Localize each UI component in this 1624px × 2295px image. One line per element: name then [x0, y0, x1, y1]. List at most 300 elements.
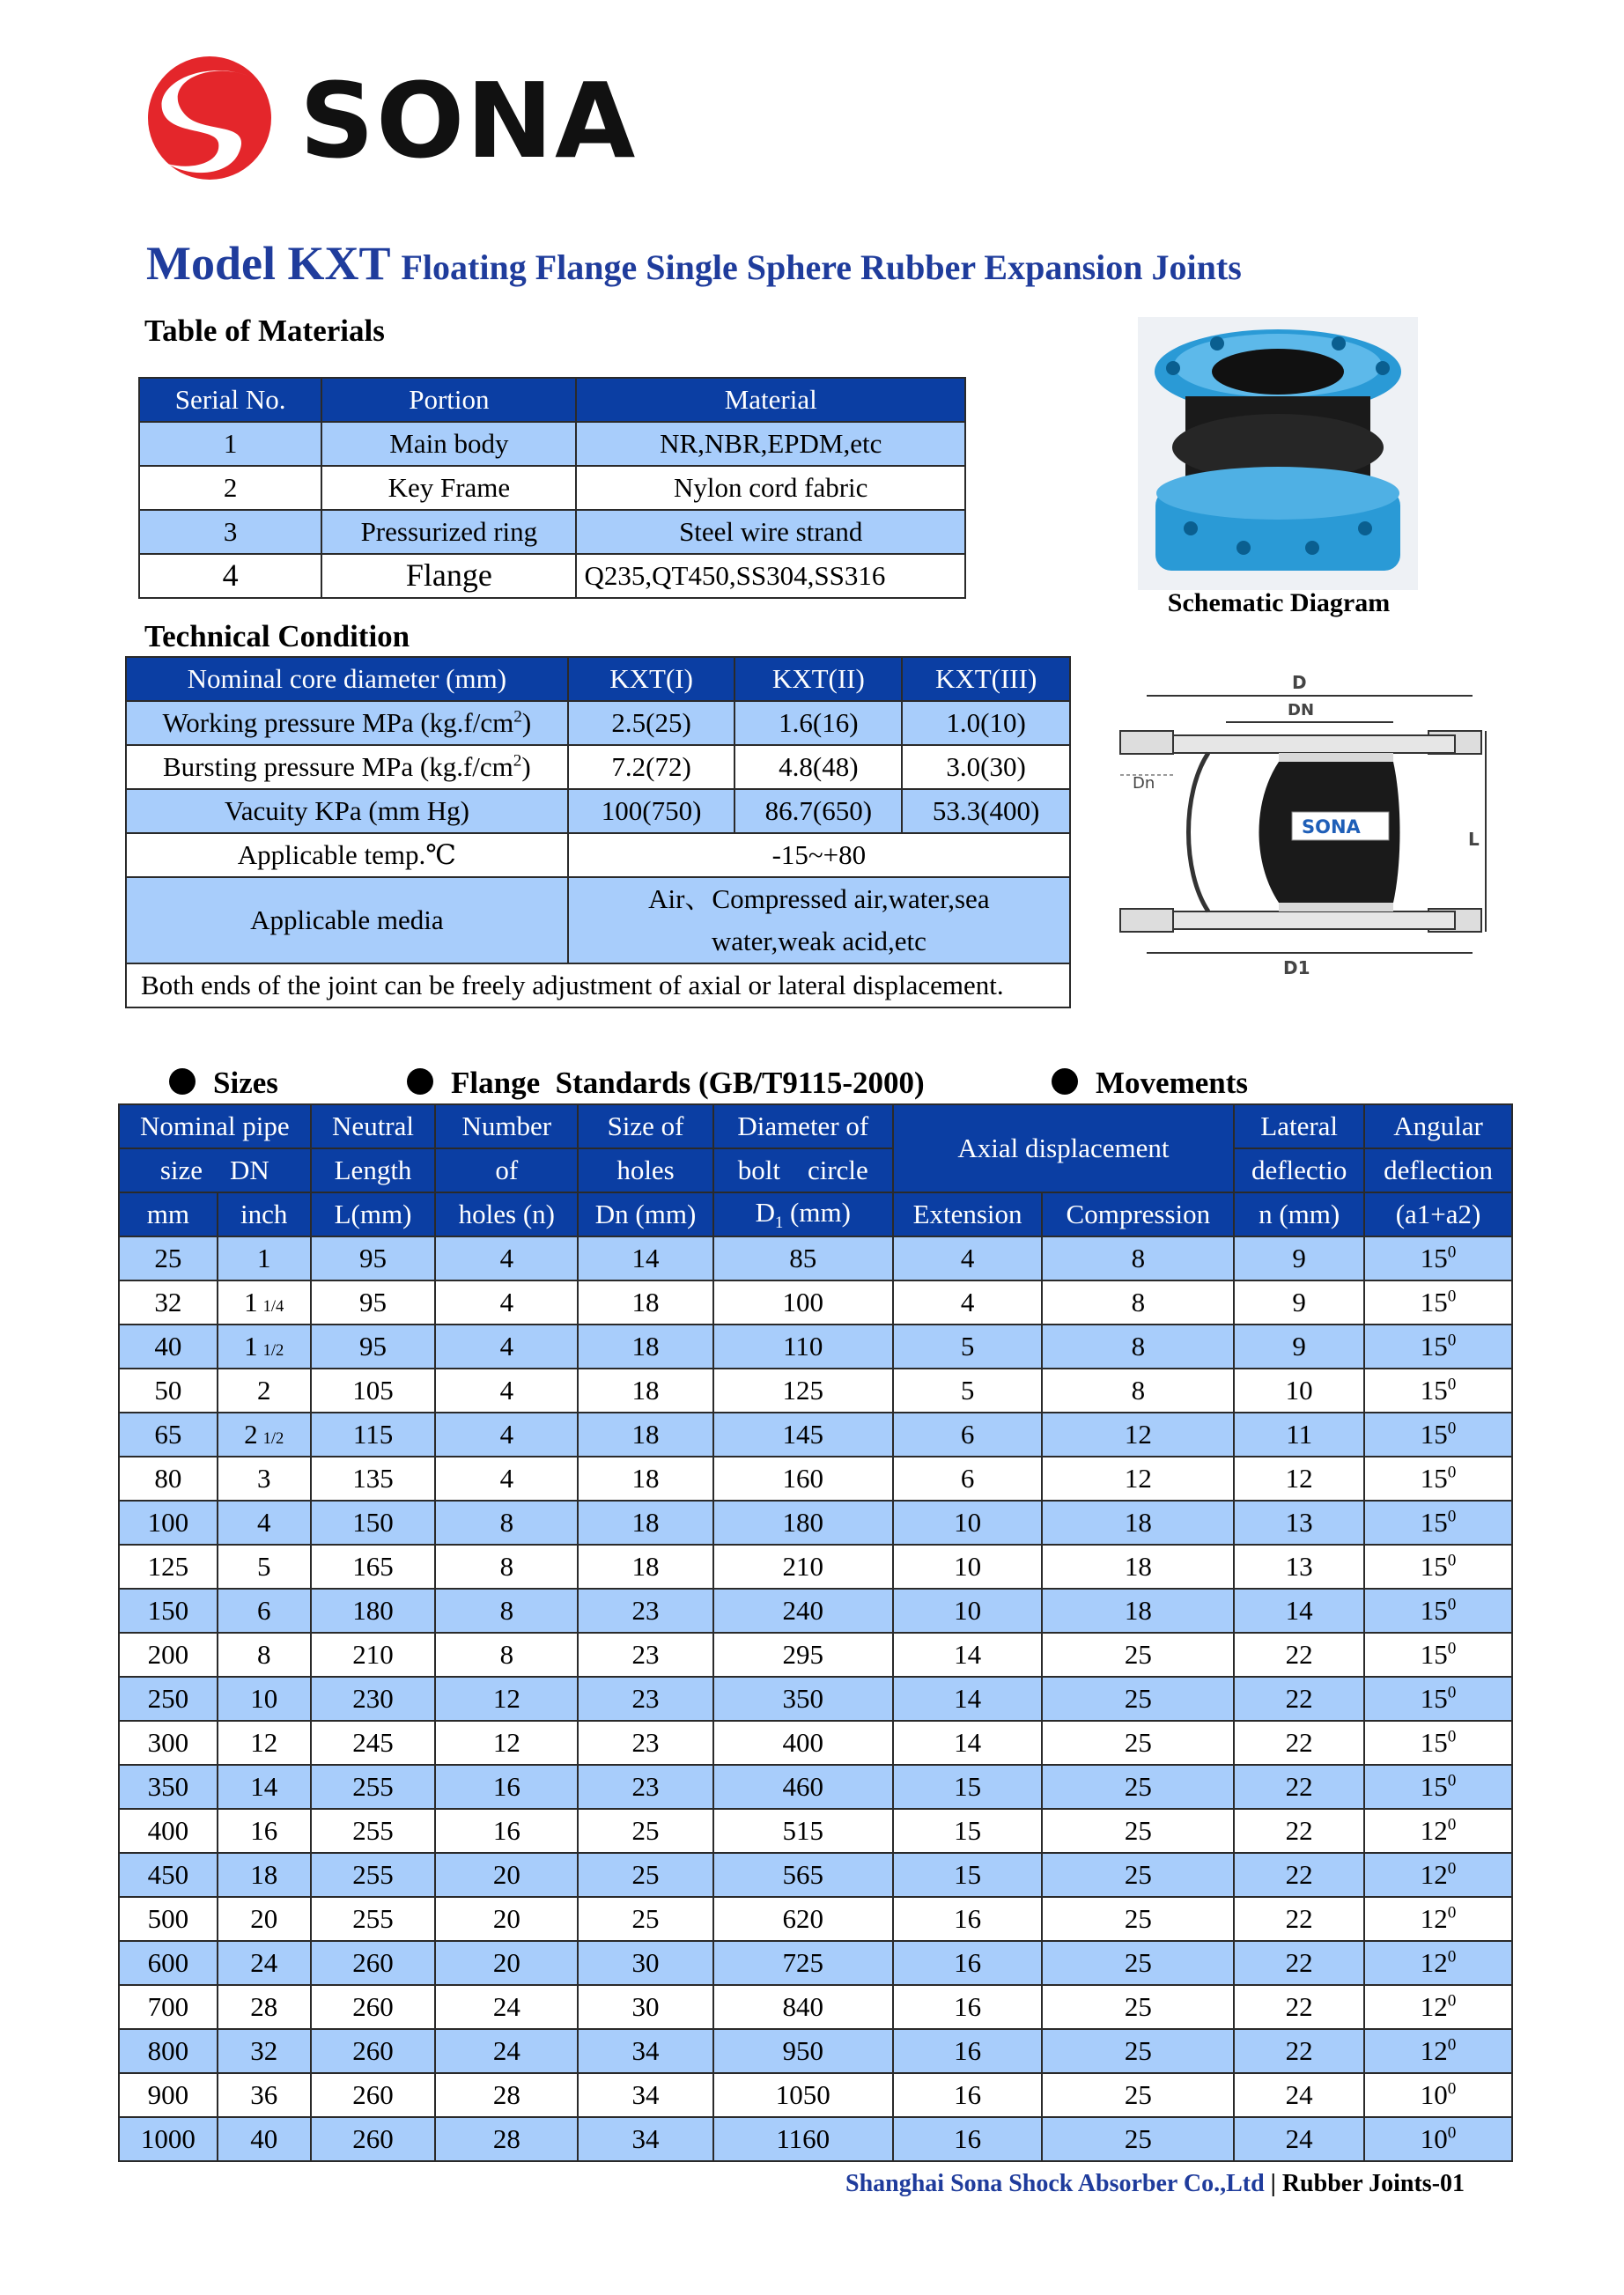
- table-cell: 10: [218, 1677, 311, 1721]
- table-cell: 1 1/2: [218, 1325, 311, 1369]
- table-row: [119, 1369, 1512, 1413]
- table-header-row: [126, 657, 1070, 701]
- table-cell: 16: [893, 2073, 1043, 2117]
- table-cell: 100: [119, 1501, 218, 1545]
- technical-note: Both ends of the joint can be freely adjustment of axial or lateral displacement.: [126, 963, 1070, 1007]
- header-cell: KXT(I): [568, 657, 735, 701]
- header-cell: mm: [119, 1192, 218, 1236]
- table-cell: 18: [578, 1369, 713, 1413]
- table-cell: 165: [311, 1545, 436, 1589]
- table-cell: 9: [1234, 1236, 1364, 1280]
- row-label: Working pressure MPa $(kg.f/cm^2)$: [126, 701, 568, 745]
- table-header-row: [139, 378, 965, 422]
- section-label-movements: Movements: [1052, 1066, 1248, 1101]
- table-cell: 34: [578, 2029, 713, 2073]
- materials-table: [138, 377, 966, 599]
- table-cell: 210: [311, 1633, 436, 1677]
- table-cell: 950: [713, 2029, 893, 2073]
- table-cell: 30: [578, 1941, 713, 1985]
- table-row: [119, 2117, 1512, 2161]
- table-cell: Main body: [321, 422, 576, 466]
- table-cell: 5: [218, 1545, 311, 1589]
- table-cell: 16: [893, 2029, 1043, 2073]
- table-cell: $15^0$: [1364, 1369, 1512, 1413]
- header-cell: deflectio: [1234, 1148, 1364, 1192]
- table-cell: $12^0$: [1364, 1853, 1512, 1897]
- table-cell: 15: [893, 1809, 1043, 1853]
- table-cell: 20: [435, 1941, 578, 1985]
- table-cell: 20: [218, 1897, 311, 1941]
- table-cell: 14: [893, 1677, 1043, 1721]
- table-row: [139, 422, 965, 466]
- table-cell: Pressurized ring: [321, 510, 576, 554]
- table-cell: 600: [119, 1941, 218, 1985]
- table-cell: 1.0(10): [902, 701, 1070, 745]
- table-row: [126, 963, 1070, 1007]
- table-cell: 295: [713, 1633, 893, 1677]
- table-cell: $15^0$: [1364, 1457, 1512, 1501]
- table-cell: 250: [119, 1677, 218, 1721]
- table-cell: 8: [1042, 1325, 1234, 1369]
- table-cell: 25: [578, 1809, 713, 1853]
- table-cell: 16: [893, 2117, 1043, 2161]
- label-d1: D1: [1283, 957, 1310, 978]
- table-cell: 22: [1234, 1985, 1364, 2029]
- table-cell: 230: [311, 1677, 436, 1721]
- table-cell: 85: [713, 1236, 893, 1280]
- table-cell: 34: [578, 2073, 713, 2117]
- table-row: [119, 1809, 1512, 1853]
- title-model: Model KXT: [146, 237, 391, 290]
- table-cell: $15^0$: [1364, 1765, 1512, 1809]
- header-cell: Portion: [321, 378, 576, 422]
- table-cell: Flange: [321, 554, 576, 598]
- table-cell: 1000: [119, 2117, 218, 2161]
- table-row: [119, 1545, 1512, 1589]
- table-cell: 14: [893, 1633, 1043, 1677]
- label-dn-small: Dn: [1133, 774, 1155, 793]
- table-row: [119, 1677, 1512, 1721]
- table-cell: 16: [435, 1765, 578, 1809]
- table-cell: 25: [1042, 1897, 1234, 1941]
- table-cell: 24: [1234, 2073, 1364, 2117]
- table-cell: 25: [1042, 1853, 1234, 1897]
- table-cell: 145: [713, 1413, 893, 1457]
- table-cell: 12: [1234, 1457, 1364, 1501]
- media-line-1: Air、Compressed air,water,sea: [648, 883, 990, 914]
- table-row: [126, 833, 1070, 877]
- header-cell: Length: [311, 1148, 436, 1192]
- label-dn: DN: [1288, 701, 1315, 719]
- table-cell: 28: [218, 1985, 311, 2029]
- table-cell: 240: [713, 1589, 893, 1633]
- table-cell: 50: [119, 1369, 218, 1413]
- table-cell: 25: [1042, 1809, 1234, 1853]
- table-cell: 18: [578, 1325, 713, 1369]
- joint-schematic-drawing: [1111, 669, 1499, 982]
- header-cell: Lateral: [1234, 1104, 1364, 1148]
- table-cell: 1: [218, 1236, 311, 1280]
- table-header-row: [119, 1104, 1512, 1148]
- table-cell: $15^0$: [1364, 1545, 1512, 1589]
- table-cell: $15^0$: [1364, 1589, 1512, 1633]
- table-cell: 15: [893, 1765, 1043, 1809]
- table-cell: $15^0$: [1364, 1721, 1512, 1765]
- table-cell: 25: [1042, 1633, 1234, 1677]
- footer-page: Rubber Joints-01: [1281, 2170, 1465, 2197]
- technical-heading: Technical Condition: [144, 619, 410, 653]
- table-cell: 24: [435, 2029, 578, 2073]
- table-header-row: [119, 1192, 1512, 1236]
- table-cell: $12^0$: [1364, 1985, 1512, 2029]
- header-cell: KXT(II): [734, 657, 902, 701]
- table-cell: 8: [1042, 1280, 1234, 1325]
- row-label: Applicable media: [126, 877, 568, 963]
- header-cell: Serial No.: [139, 378, 321, 422]
- table-cell: 350: [119, 1765, 218, 1809]
- table-cell: 4: [435, 1369, 578, 1413]
- size-rows: [119, 1236, 1512, 2161]
- table-cell: 800: [119, 2029, 218, 2073]
- table-cell: 18: [578, 1501, 713, 1545]
- table-cell: 500: [119, 1897, 218, 1941]
- media-line-2: water,weak acid,etc: [711, 926, 926, 956]
- row-label: Applicable temp.℃: [126, 833, 568, 877]
- table-cell: 3: [218, 1457, 311, 1501]
- table-cell: 22: [1234, 1941, 1364, 1985]
- table-cell: 25: [578, 1897, 713, 1941]
- product-photo: [1138, 317, 1418, 590]
- table-row: [139, 510, 965, 554]
- header-cell: Neutral: [311, 1104, 436, 1148]
- table-cell: 16: [893, 1897, 1043, 1941]
- footer-company: Shanghai Sona Shock Absorber Co.,Ltd: [845, 2170, 1265, 2197]
- table-cell: 12: [435, 1677, 578, 1721]
- table-cell: 23: [578, 1677, 713, 1721]
- materials-heading: Table of Materials: [144, 314, 385, 348]
- table-cell: 18: [578, 1413, 713, 1457]
- table-cell: 4: [139, 554, 321, 598]
- table-cell: 4: [435, 1280, 578, 1325]
- table-cell: 4: [218, 1501, 311, 1545]
- table-cell: 1.6(16): [734, 701, 902, 745]
- header-cell: Dn (mm): [578, 1192, 713, 1236]
- table-cell: $12^0$: [1364, 1809, 1512, 1853]
- header-cell: $D_1$ (mm): [713, 1192, 893, 1236]
- header-cell: deflection: [1364, 1148, 1512, 1192]
- table-cell: 1160: [713, 2117, 893, 2161]
- table-cell: $15^0$: [1364, 1501, 1512, 1545]
- expansion-joint-image: [1138, 317, 1418, 590]
- table-cell: 25: [1042, 1765, 1234, 1809]
- table-cell: 23: [578, 1721, 713, 1765]
- table-cell: 36: [218, 2073, 311, 2117]
- header-cell: holes: [578, 1148, 713, 1192]
- table-cell: 900: [119, 2073, 218, 2117]
- table-cell: 8: [218, 1633, 311, 1677]
- table-cell: 4: [435, 1457, 578, 1501]
- table-cell: 32: [218, 2029, 311, 2073]
- table-cell: 2: [139, 466, 321, 510]
- table-cell: 11: [1234, 1413, 1364, 1457]
- table-cell: 255: [311, 1853, 436, 1897]
- table-cell: 18: [578, 1280, 713, 1325]
- table-cell: 14: [1234, 1589, 1364, 1633]
- table-row: [119, 1897, 1512, 1941]
- table-cell: 460: [713, 1765, 893, 1809]
- sizes-table: [118, 1103, 1513, 2162]
- table-cell: 8: [435, 1501, 578, 1545]
- table-cell: 8: [435, 1545, 578, 1589]
- table-cell: 9: [1234, 1280, 1364, 1325]
- table-cell: 260: [311, 2117, 436, 2161]
- table-cell: 135: [311, 1457, 436, 1501]
- table-cell: 565: [713, 1853, 893, 1897]
- table-cell: 260: [311, 2073, 436, 2117]
- table-cell: 12: [218, 1721, 311, 1765]
- section-label-sizes: Sizes: [169, 1066, 278, 1101]
- table-cell: 12: [1042, 1457, 1234, 1501]
- table-cell: 95: [311, 1236, 436, 1280]
- table-cell: 105: [311, 1369, 436, 1413]
- table-cell: 260: [311, 1985, 436, 2029]
- table-cell: 12: [435, 1721, 578, 1765]
- table-cell: 22: [1234, 2029, 1364, 2073]
- table-cell: 40: [218, 2117, 311, 2161]
- table-cell: $12^0$: [1364, 1941, 1512, 1985]
- schematic-diagram: [1111, 669, 1499, 982]
- table-cell: 3.0(30): [902, 745, 1070, 789]
- header-cell: Size of: [578, 1104, 713, 1148]
- table-cell: 22: [1234, 1809, 1364, 1853]
- table-cell: 25: [1042, 1721, 1234, 1765]
- table-cell: 23: [578, 1589, 713, 1633]
- table-cell: 18: [1042, 1545, 1234, 1589]
- header-cell: Compression: [1042, 1192, 1234, 1236]
- row-label: Bursting pressure MPa $(kg.f/cm^2)$: [126, 745, 568, 789]
- table-cell: $15^0$: [1364, 1236, 1512, 1280]
- table-cell: 22: [1234, 1677, 1364, 1721]
- table-cell: 24: [218, 1941, 311, 1985]
- table-cell: Key Frame: [321, 466, 576, 510]
- table-cell: 100(750): [568, 789, 735, 833]
- table-cell: 400: [119, 1809, 218, 1853]
- header-cell: (a1+a2): [1364, 1192, 1512, 1236]
- table-cell: Steel wire strand: [576, 510, 965, 554]
- table-cell: 2: [218, 1369, 311, 1413]
- table-header-row: [119, 1148, 1512, 1192]
- table-cell: 180: [311, 1589, 436, 1633]
- table-cell: 25: [1042, 2073, 1234, 2117]
- table-cell: $15^0$: [1364, 1633, 1512, 1677]
- table-cell: 22: [1234, 1853, 1364, 1897]
- table-cell: 30: [578, 1985, 713, 2029]
- table-cell: 8: [435, 1633, 578, 1677]
- table-cell: 24: [1234, 2117, 1364, 2161]
- table-cell: 53.3(400): [902, 789, 1070, 833]
- table-cell: 10: [893, 1545, 1043, 1589]
- table-cell: 10: [893, 1501, 1043, 1545]
- header-cell: n (mm): [1234, 1192, 1364, 1236]
- header-cell: KXT(III): [902, 657, 1070, 701]
- table-cell: 245: [311, 1721, 436, 1765]
- table-cell: 23: [578, 1633, 713, 1677]
- table-cell: 25: [1042, 1941, 1234, 1985]
- table-cell: 8: [1042, 1369, 1234, 1413]
- table-cell: 32: [119, 1280, 218, 1325]
- header-cell: of: [435, 1148, 578, 1192]
- table-cell: 25: [119, 1236, 218, 1280]
- table-cell: 16: [893, 1941, 1043, 1985]
- header-cell: Nominal pipe: [119, 1104, 311, 1148]
- table-cell: 260: [311, 2029, 436, 2073]
- footer-separator: |: [1264, 2170, 1282, 2197]
- table-cell: $10^0$: [1364, 2117, 1512, 2161]
- table-cell: 210: [713, 1545, 893, 1589]
- table-cell: 5: [893, 1325, 1043, 1369]
- table-cell: 450: [119, 1853, 218, 1897]
- table-row: [119, 1413, 1512, 1457]
- table-cell: 18: [578, 1545, 713, 1589]
- table-row: [126, 745, 1070, 789]
- table-row: [119, 1501, 1512, 1545]
- table-cell: 2.5(25): [568, 701, 735, 745]
- table-row: [119, 1325, 1512, 1369]
- table-cell: 180: [713, 1501, 893, 1545]
- table-cell: 4: [435, 1413, 578, 1457]
- table-cell: 125: [713, 1369, 893, 1413]
- table-cell: 255: [311, 1809, 436, 1853]
- table-cell: 4: [893, 1280, 1043, 1325]
- table-cell: 620: [713, 1897, 893, 1941]
- table-cell: 4: [435, 1325, 578, 1369]
- table-cell: -15~+80: [568, 833, 1070, 877]
- table-cell: 22: [1234, 1897, 1364, 1941]
- row-label: Vacuity KPa (mm Hg): [126, 789, 568, 833]
- table-cell: $15^0$: [1364, 1280, 1512, 1325]
- table-row: [119, 1633, 1512, 1677]
- table-cell: 125: [119, 1545, 218, 1589]
- table-cell: 22: [1234, 1633, 1364, 1677]
- brand-name: SONA: [299, 60, 638, 181]
- page-footer: [845, 2170, 1465, 2198]
- table-cell: $15^0$: [1364, 1413, 1512, 1457]
- table-row: [139, 466, 965, 510]
- table-cell: $15^0$: [1364, 1677, 1512, 1721]
- table-cell: 28: [435, 2073, 578, 2117]
- table-cell: 3: [139, 510, 321, 554]
- header-cell: Angular: [1364, 1104, 1512, 1148]
- table-row: [119, 1589, 1512, 1633]
- header-cell: Number: [435, 1104, 578, 1148]
- table-cell: 34: [578, 2117, 713, 2161]
- table-cell: 23: [578, 1765, 713, 1809]
- table-cell: 18: [218, 1853, 311, 1897]
- table-cell: 25: [1042, 1985, 1234, 2029]
- table-cell: 200: [119, 1633, 218, 1677]
- table-cell: 95: [311, 1280, 436, 1325]
- table-row: [119, 2073, 1512, 2117]
- table-cell: 86.7(650): [734, 789, 902, 833]
- table-cell: $15^0$: [1364, 1325, 1512, 1369]
- table-cell: 14: [893, 1721, 1043, 1765]
- table-cell: 700: [119, 1985, 218, 2029]
- brand-logo: [141, 51, 638, 183]
- table-cell: $12^0$: [1364, 2029, 1512, 2073]
- table-row: [119, 1236, 1512, 1280]
- table-cell: 18: [578, 1457, 713, 1501]
- table-cell: 20: [435, 1897, 578, 1941]
- table-cell: 1050: [713, 2073, 893, 2117]
- table-cell: 22: [1234, 1765, 1364, 1809]
- table-cell: 115: [311, 1413, 436, 1457]
- table-cell: 150: [311, 1501, 436, 1545]
- table-cell: 7.2(72): [568, 745, 735, 789]
- table-row: [119, 1941, 1512, 1985]
- table-cell: Q235,QT450,SS304,SS316: [576, 554, 965, 598]
- table-cell: 80: [119, 1457, 218, 1501]
- table-row: [119, 1853, 1512, 1897]
- table-cell: 12: [1042, 1413, 1234, 1457]
- table-row: [119, 1721, 1512, 1765]
- table-cell: 16: [893, 1985, 1043, 2029]
- table-cell: 16: [218, 1809, 311, 1853]
- technical-table: [125, 656, 1071, 1008]
- page-title: [146, 236, 1242, 291]
- bullet-icon: [1052, 1068, 1078, 1095]
- table-cell: 160: [713, 1457, 893, 1501]
- photo-caption: Schematic Diagram: [1167, 588, 1391, 617]
- header-cell: L(mm): [311, 1192, 436, 1236]
- table-cell: 100: [713, 1280, 893, 1325]
- table-row: [119, 1985, 1512, 2029]
- table-cell: 14: [218, 1765, 311, 1809]
- table-cell: 13: [1234, 1501, 1364, 1545]
- table-cell: 28: [435, 2117, 578, 2161]
- table-row: [119, 2029, 1512, 2073]
- table-cell: 20: [435, 1853, 578, 1897]
- table-cell: 25: [1042, 2117, 1234, 2161]
- header-cell: Extension: [893, 1192, 1043, 1236]
- table-cell: 725: [713, 1941, 893, 1985]
- table-cell: 18: [1042, 1589, 1234, 1633]
- table-cell: 4: [435, 1236, 578, 1280]
- table-cell: 8: [1042, 1236, 1234, 1280]
- table-cell: 13: [1234, 1545, 1364, 1589]
- table-row: [119, 1280, 1512, 1325]
- table-row: [126, 789, 1070, 833]
- title-subtitle: Floating Flange Single Sphere Rubber Expansion Joints: [401, 247, 1242, 287]
- table-cell: 22: [1234, 1721, 1364, 1765]
- header-cell: Material: [576, 378, 965, 422]
- table-cell: 25: [1042, 1677, 1234, 1721]
- table-cell: 2 1/2: [218, 1413, 311, 1457]
- table-cell: 840: [713, 1985, 893, 2029]
- table-cell: 255: [311, 1765, 436, 1809]
- table-cell: 15: [893, 1853, 1043, 1897]
- label-l: L: [1468, 829, 1480, 850]
- table-cell: $12^0$: [1364, 1897, 1512, 1941]
- header-cell: holes (n): [435, 1192, 578, 1236]
- table-cell: 95: [311, 1325, 436, 1369]
- table-row: [119, 1765, 1512, 1809]
- bullet-icon: [407, 1068, 433, 1095]
- table-cell: 18: [1042, 1501, 1234, 1545]
- table-cell: 14: [578, 1236, 713, 1280]
- table-row: [126, 877, 1070, 963]
- table-row: [126, 701, 1070, 745]
- header-cell: Axial displacement: [893, 1104, 1235, 1192]
